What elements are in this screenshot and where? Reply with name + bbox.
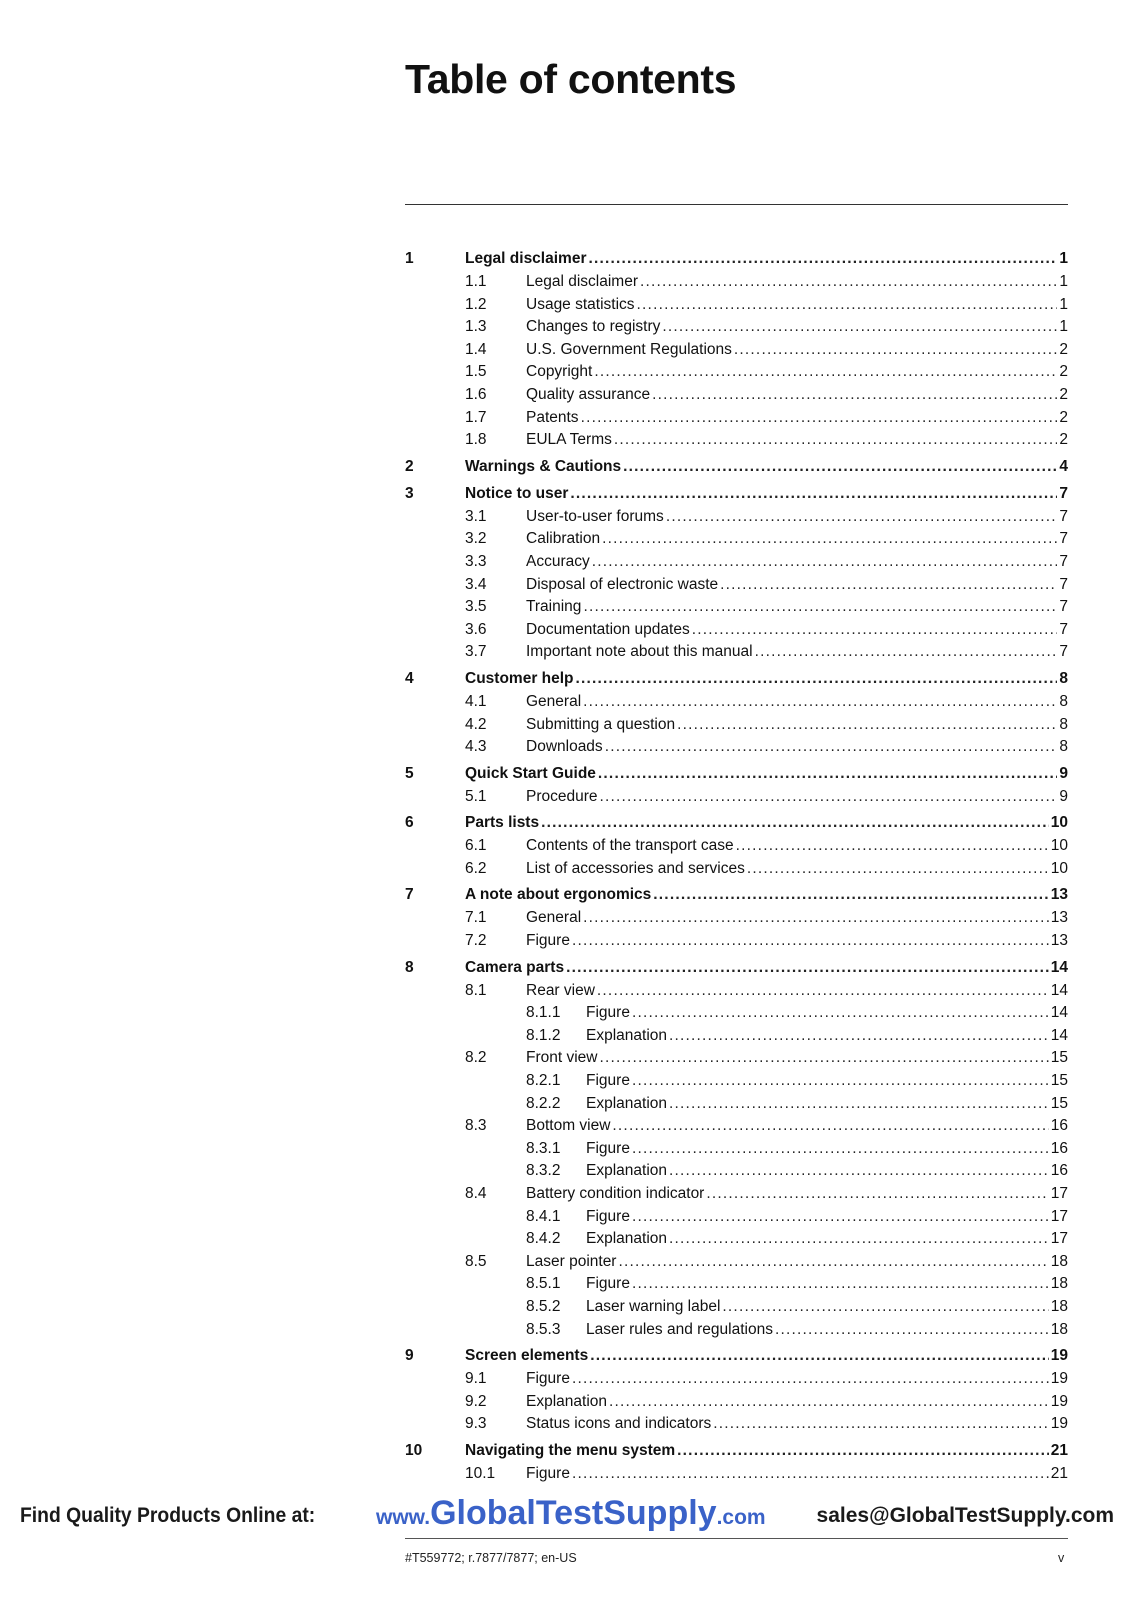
toc-leader-dots <box>618 1253 1048 1271</box>
toc-entry-page: 7 <box>1059 598 1068 616</box>
footer-doc-id: #T559772; r.7877/7877; en-US <box>405 1551 577 1565</box>
toc-leader-dots <box>736 837 1049 855</box>
toc-entry-page: 14 <box>1050 1004 1068 1022</box>
toc-entry-number: 8.5.3 <box>526 1320 561 1338</box>
toc-entry[interactable] <box>405 458 1068 481</box>
toc-entry[interactable] <box>405 431 1068 454</box>
toc-entry-page: 18 <box>1050 1275 1068 1293</box>
toc-leader-dots <box>623 458 1057 476</box>
toc-entry-title: Explanation <box>586 1162 668 1180</box>
toc-entry-number: 7.2 <box>465 932 487 950</box>
toc-entry-page: 1 <box>1059 295 1068 313</box>
toc-entry[interactable] <box>405 1370 1068 1393</box>
toc-entry[interactable] <box>405 716 1068 739</box>
toc-entry[interactable] <box>405 1415 1068 1438</box>
toc-entry-number: 8.4.2 <box>526 1230 561 1248</box>
toc-entry-page: 10 <box>1050 837 1068 855</box>
toc-leader-dots <box>598 765 1057 783</box>
toc-entry[interactable] <box>405 670 1068 693</box>
toc-leader-dots <box>600 1049 1049 1067</box>
toc-entry[interactable] <box>405 693 1068 716</box>
toc-leader-dots <box>747 860 1049 878</box>
promo-url-main: GlobalTestSupply <box>430 1494 717 1532</box>
toc-entry-number: 3.4 <box>465 575 487 593</box>
toc-entry-title: General <box>526 692 582 710</box>
toc-entry[interactable] <box>405 1095 1068 1118</box>
toc-leader-dots <box>605 738 1058 756</box>
toc-entry-number: 4.3 <box>465 738 487 756</box>
toc-entry-title: Camera parts <box>465 958 565 976</box>
toc-entry-title: Laser warning label <box>586 1297 721 1315</box>
toc-entry[interactable] <box>405 576 1068 599</box>
toc-entry-title: Changes to registry <box>526 318 661 336</box>
toc-leader-dots <box>652 386 1057 404</box>
toc-entry-title: Figure <box>586 1004 630 1022</box>
toc-entry-number: 7 <box>405 886 414 904</box>
toc-entry-number: 4.1 <box>465 692 487 710</box>
toc-entry-number: 4 <box>405 669 414 687</box>
toc-entry-page: 1 <box>1059 250 1068 267</box>
toc-entry-page: 19 <box>1050 1392 1068 1410</box>
toc-entry[interactable] <box>405 621 1068 644</box>
toc-entry-number: 3.5 <box>465 598 487 616</box>
toc-entry-title: Parts lists <box>465 814 540 832</box>
toc-leader-dots <box>602 530 1057 548</box>
toc-leader-dots <box>637 296 1058 314</box>
toc-entry-title: Warnings & Cautions <box>465 457 622 475</box>
toc-entry-number: 10 <box>405 1441 423 1459</box>
toc-entry-page: 16 <box>1050 1117 1068 1135</box>
toc-entry-page: 14 <box>1050 1026 1068 1044</box>
toc-entry-page: 18 <box>1050 1252 1068 1270</box>
toc-entry-page: 13 <box>1050 909 1068 927</box>
toc-leader-dots <box>632 1275 1049 1293</box>
toc-leader-dots <box>677 716 1057 734</box>
toc-entry[interactable] <box>405 765 1068 788</box>
toc-entry-number: 8.1 <box>465 981 487 999</box>
toc-entry[interactable] <box>405 788 1068 811</box>
toc-entry-page: 21 <box>1050 1464 1068 1482</box>
promo-url-prefix: www. <box>376 1506 431 1529</box>
toc-leader-dots <box>734 341 1057 359</box>
toc-entry-page: 13 <box>1050 932 1068 950</box>
toc-entry[interactable] <box>405 932 1068 955</box>
toc-entry-number: 8.4 <box>465 1185 487 1202</box>
toc-entry-number: 8.5.2 <box>526 1297 561 1315</box>
promo-email-link[interactable]: sales@GlobalTestSupply.com <box>816 1504 1114 1527</box>
toc-leader-dots <box>713 1415 1049 1433</box>
toc-entry-number: 1.5 <box>465 363 487 381</box>
toc-entry-title: User-to-user forums <box>526 507 664 525</box>
toc-entry[interactable] <box>405 1140 1068 1163</box>
toc-entry[interactable] <box>405 1393 1068 1416</box>
toc-entry[interactable] <box>405 1027 1068 1050</box>
toc-entry-number: 6 <box>405 814 414 832</box>
toc-entry-number: 4.2 <box>465 715 487 733</box>
toc-entry-title: Battery condition indicator <box>526 1185 705 1202</box>
toc-entry-title: Front view <box>526 1049 598 1067</box>
toc-entry-page: 2 <box>1059 408 1068 426</box>
toc-entry-title: Screen elements <box>465 1347 589 1365</box>
toc-entry[interactable] <box>405 508 1068 531</box>
toc-entry-page: 9 <box>1059 764 1068 782</box>
toc-entry-title: U.S. Government Regulations <box>526 340 732 358</box>
toc-entry-title: Disposal of electronic waste <box>526 575 719 593</box>
toc-entry[interactable] <box>405 409 1068 432</box>
toc-entry[interactable] <box>405 1117 1068 1140</box>
toc-entry-title: Figure <box>586 1139 630 1157</box>
toc-entry-page: 10 <box>1050 814 1068 832</box>
toc-entry-number: 2 <box>405 457 414 475</box>
toc-entry-number: 6.1 <box>465 837 487 855</box>
toc-entry-number: 3.2 <box>465 530 487 548</box>
toc-leader-dots <box>666 508 1058 526</box>
toc-leader-dots <box>600 788 1058 806</box>
toc-entry-title: A note about ergonomics <box>465 886 652 904</box>
toc-leader-dots <box>576 670 1058 688</box>
toc-leader-dots <box>612 1117 1048 1135</box>
toc-leader-dots <box>677 1442 1049 1460</box>
toc-entry[interactable] <box>405 886 1068 909</box>
toc-entry-page: 18 <box>1050 1320 1068 1338</box>
footer-divider <box>405 1538 1068 1539</box>
toc-entry-title: Copyright <box>526 363 593 381</box>
toc-entry-page: 7 <box>1059 620 1068 638</box>
toc-entry-title: Calibration <box>526 530 601 548</box>
toc-entry-title: Legal disclaimer <box>465 250 587 267</box>
toc-leader-dots <box>755 643 1058 661</box>
toc-entry-number: 8.3 <box>465 1117 487 1135</box>
toc-entry-title: Figure <box>586 1072 630 1090</box>
toc-leader-dots <box>588 250 1057 268</box>
toc-entry-title: Quick Start Guide <box>465 764 596 782</box>
toc-entry[interactable] <box>405 1049 1068 1072</box>
toc-leader-dots <box>632 1208 1049 1226</box>
toc-entry-title: Legal disclaimer <box>526 273 638 290</box>
toc-entry-title: General <box>526 909 582 927</box>
toc-entry-title: Contents of the transport case <box>526 837 734 855</box>
toc-entry-page: 1 <box>1059 318 1068 336</box>
toc-entry[interactable] <box>405 1298 1068 1321</box>
toc-entry-number: 8.2.1 <box>526 1072 561 1090</box>
toc-entry[interactable] <box>405 982 1068 1005</box>
promo-url-suffix: .com <box>716 1506 766 1529</box>
table-of-contents <box>405 250 1068 1488</box>
title-divider <box>405 204 1068 205</box>
toc-leader-dots <box>572 1465 1049 1483</box>
toc-leader-dots <box>632 1004 1049 1022</box>
toc-entry-page: 13 <box>1050 886 1068 904</box>
toc-entry-title: Explanation <box>586 1230 668 1248</box>
toc-entry-page: 2 <box>1059 385 1068 403</box>
toc-leader-dots <box>775 1321 1049 1339</box>
toc-leader-dots <box>583 693 1057 711</box>
toc-entry[interactable] <box>405 860 1068 883</box>
toc-entry-number: 8.2.2 <box>526 1094 561 1112</box>
toc-entry-number: 3.6 <box>465 620 487 638</box>
toc-leader-dots <box>722 1298 1048 1316</box>
toc-leader-dots <box>570 485 1057 503</box>
toc-entry-title: Laser rules and regulations <box>586 1320 773 1338</box>
toc-entry-page: 7 <box>1059 530 1068 548</box>
toc-leader-dots <box>706 1185 1048 1203</box>
toc-entry-title: Accuracy <box>526 552 590 570</box>
toc-leader-dots <box>572 932 1049 950</box>
toc-entry[interactable] <box>405 1442 1068 1465</box>
toc-entry[interactable] <box>405 1185 1068 1208</box>
toc-leader-dots <box>541 814 1049 832</box>
toc-entry[interactable] <box>405 1208 1068 1231</box>
toc-entry-page: 1 <box>1059 273 1068 290</box>
toc-entry-title: Downloads <box>526 738 603 756</box>
toc-entry[interactable] <box>405 1321 1068 1344</box>
toc-entry-page: 14 <box>1050 958 1068 976</box>
toc-entry[interactable] <box>405 553 1068 576</box>
toc-entry-number: 7.1 <box>465 909 487 927</box>
toc-leader-dots <box>669 1095 1049 1113</box>
toc-entry-number: 3.7 <box>465 643 487 661</box>
toc-entry-page: 19 <box>1050 1370 1068 1388</box>
promo-website-link[interactable] <box>376 1494 766 1533</box>
toc-entry-title: List of accessories and services <box>526 859 745 877</box>
toc-entry[interactable] <box>405 598 1068 621</box>
toc-entry-page: 16 <box>1050 1139 1068 1157</box>
toc-entry-page: 19 <box>1050 1415 1068 1433</box>
footer-page-number: v <box>1058 1551 1065 1565</box>
toc-entry[interactable] <box>405 1230 1068 1253</box>
toc-entry-title: Procedure <box>526 787 598 805</box>
toc-entry-page: 7 <box>1059 507 1068 525</box>
toc-entry-number: 8.1.1 <box>526 1004 561 1022</box>
toc-entry-number: 1.8 <box>465 431 487 449</box>
promo-tagline: Find Quality Products Online at: <box>20 1504 316 1527</box>
toc-entry-number: 3.1 <box>465 507 487 525</box>
toc-entry-title: Usage statistics <box>526 295 635 313</box>
toc-entry[interactable] <box>405 1465 1068 1488</box>
toc-entry-page: 7 <box>1059 643 1068 661</box>
toc-entry-number: 9.1 <box>465 1370 487 1388</box>
toc-leader-dots <box>566 959 1049 977</box>
toc-entry-title: Notice to user <box>465 484 569 502</box>
toc-entry[interactable] <box>405 909 1068 932</box>
toc-leader-dots <box>692 621 1058 639</box>
toc-entry-page: 4 <box>1059 457 1068 475</box>
toc-entry-title: Status icons and indicators <box>526 1415 712 1433</box>
toc-entry-number: 1 <box>405 250 414 267</box>
toc-entry-title: Training <box>526 598 582 616</box>
toc-entry-number: 1.1 <box>465 273 487 290</box>
toc-entry[interactable] <box>405 363 1068 386</box>
toc-entry-page: 17 <box>1050 1185 1068 1202</box>
toc-entry[interactable] <box>405 341 1068 364</box>
toc-entry-number: 8.3.1 <box>526 1139 561 1157</box>
toc-entry-number: 5.1 <box>465 787 487 805</box>
toc-entry-page: 8 <box>1059 738 1068 756</box>
toc-entry[interactable] <box>405 959 1068 982</box>
toc-entry-title: Explanation <box>586 1026 668 1044</box>
toc-entry[interactable] <box>405 1275 1068 1298</box>
toc-leader-dots <box>632 1072 1049 1090</box>
toc-entry-title: Figure <box>586 1207 630 1225</box>
toc-entry-page: 10 <box>1050 859 1068 877</box>
toc-entry-page: 17 <box>1050 1207 1068 1225</box>
toc-entry-page: 8 <box>1059 669 1068 687</box>
toc-entry-page: 7 <box>1059 575 1068 593</box>
toc-entry-title: Customer help <box>465 669 574 687</box>
toc-entry-page: 9 <box>1059 787 1068 805</box>
toc-entry-number: 9 <box>405 1347 414 1365</box>
toc-entry-number: 1.7 <box>465 408 487 426</box>
toc-entry[interactable] <box>405 386 1068 409</box>
toc-entry-title: Explanation <box>586 1094 668 1112</box>
toc-leader-dots <box>669 1162 1049 1180</box>
toc-leader-dots <box>669 1230 1049 1248</box>
toc-entry-number: 8.5.1 <box>526 1275 561 1293</box>
toc-leader-dots <box>720 576 1057 594</box>
toc-entry-number: 1.2 <box>465 295 487 313</box>
toc-entry-page: 15 <box>1050 1072 1068 1090</box>
toc-entry-page: 2 <box>1059 340 1068 358</box>
toc-entry-page: 16 <box>1050 1162 1068 1180</box>
page-title: Table of contents <box>405 56 737 102</box>
toc-entry-title: Figure <box>526 1464 570 1482</box>
toc-leader-dots <box>590 1347 1049 1365</box>
toc-entry[interactable] <box>405 837 1068 860</box>
toc-entry-page: 15 <box>1050 1094 1068 1112</box>
toc-entry-number: 3.3 <box>465 552 487 570</box>
toc-leader-dots <box>572 1370 1049 1388</box>
toc-entry-title: Submitting a question <box>526 715 676 733</box>
toc-entry-title: Patents <box>526 408 579 426</box>
toc-entry-page: 15 <box>1050 1049 1068 1067</box>
promo-banner <box>0 1494 1132 1538</box>
toc-leader-dots <box>653 886 1048 904</box>
toc-entry-page: 8 <box>1059 692 1068 710</box>
toc-entry-number: 1.6 <box>465 385 487 403</box>
toc-entry-page: 7 <box>1059 552 1068 570</box>
toc-entry-title: Bottom view <box>526 1117 611 1135</box>
toc-entry-title: Explanation <box>526 1392 608 1410</box>
toc-entry-title: Important note about this manual <box>526 643 753 661</box>
toc-leader-dots <box>592 553 1058 571</box>
toc-entry[interactable] <box>405 738 1068 761</box>
toc-entry-number: 6.2 <box>465 859 487 877</box>
toc-entry-page: 21 <box>1050 1441 1068 1459</box>
toc-entry-title: EULA Terms <box>526 431 612 449</box>
toc-entry-number: 9.3 <box>465 1415 487 1433</box>
toc-entry[interactable] <box>405 296 1068 319</box>
toc-entry-number: 8.1.2 <box>526 1026 561 1044</box>
toc-entry-page: 8 <box>1059 715 1068 733</box>
toc-entry[interactable] <box>405 485 1068 508</box>
toc-entry-number: 1.3 <box>465 318 487 336</box>
toc-entry[interactable] <box>405 530 1068 553</box>
toc-entry-title: Navigating the menu system <box>465 1441 676 1459</box>
toc-entry-title: Quality assurance <box>526 385 651 403</box>
toc-leader-dots <box>614 431 1058 449</box>
toc-entry-number: 9.2 <box>465 1392 487 1410</box>
toc-entry[interactable] <box>405 1162 1068 1185</box>
toc-entry-page: 17 <box>1050 1230 1068 1248</box>
toc-entry-number: 8.4.1 <box>526 1207 561 1225</box>
toc-leader-dots <box>597 982 1049 1000</box>
toc-entry-title: Rear view <box>526 981 595 999</box>
toc-entry-page: 18 <box>1050 1297 1068 1315</box>
toc-leader-dots <box>662 318 1057 336</box>
toc-entry-title: Figure <box>526 932 570 950</box>
toc-entry-page: 19 <box>1050 1347 1068 1365</box>
toc-entry-title: Figure <box>526 1370 570 1388</box>
toc-entry-number: 8.2 <box>465 1049 487 1067</box>
toc-entry[interactable] <box>405 318 1068 341</box>
toc-leader-dots <box>583 598 1057 616</box>
toc-entry-number: 1.4 <box>465 340 487 358</box>
toc-leader-dots <box>594 363 1057 381</box>
toc-entry[interactable] <box>405 1072 1068 1095</box>
toc-entry-number: 8.3.2 <box>526 1162 561 1180</box>
toc-entry[interactable] <box>405 1253 1068 1276</box>
toc-entry-number: 8.5 <box>465 1252 487 1270</box>
toc-entry-number: 3 <box>405 484 414 502</box>
toc-leader-dots <box>581 409 1058 427</box>
toc-leader-dots <box>669 1027 1049 1045</box>
toc-leader-dots <box>609 1393 1049 1411</box>
toc-entry-title: Laser pointer <box>526 1252 617 1270</box>
toc-leader-dots <box>632 1140 1049 1158</box>
toc-entry[interactable] <box>405 250 1068 273</box>
toc-entry[interactable] <box>405 643 1068 666</box>
toc-entry-page: 2 <box>1059 431 1068 449</box>
toc-entry-page: 2 <box>1059 363 1068 381</box>
toc-entry[interactable] <box>405 814 1068 837</box>
toc-entry-title: Documentation updates <box>526 620 690 638</box>
toc-entry-title: Figure <box>586 1275 630 1293</box>
toc-entry-page: 7 <box>1059 484 1068 502</box>
toc-entry-number: 8 <box>405 958 414 976</box>
toc-leader-dots <box>583 909 1049 927</box>
toc-entry-number: 10.1 <box>465 1464 496 1482</box>
toc-leader-dots <box>640 273 1057 291</box>
toc-entry[interactable] <box>405 273 1068 296</box>
toc-entry[interactable] <box>405 1347 1068 1370</box>
toc-entry-page: 14 <box>1050 981 1068 999</box>
toc-entry[interactable] <box>405 1004 1068 1027</box>
toc-entry-number: 5 <box>405 764 414 782</box>
